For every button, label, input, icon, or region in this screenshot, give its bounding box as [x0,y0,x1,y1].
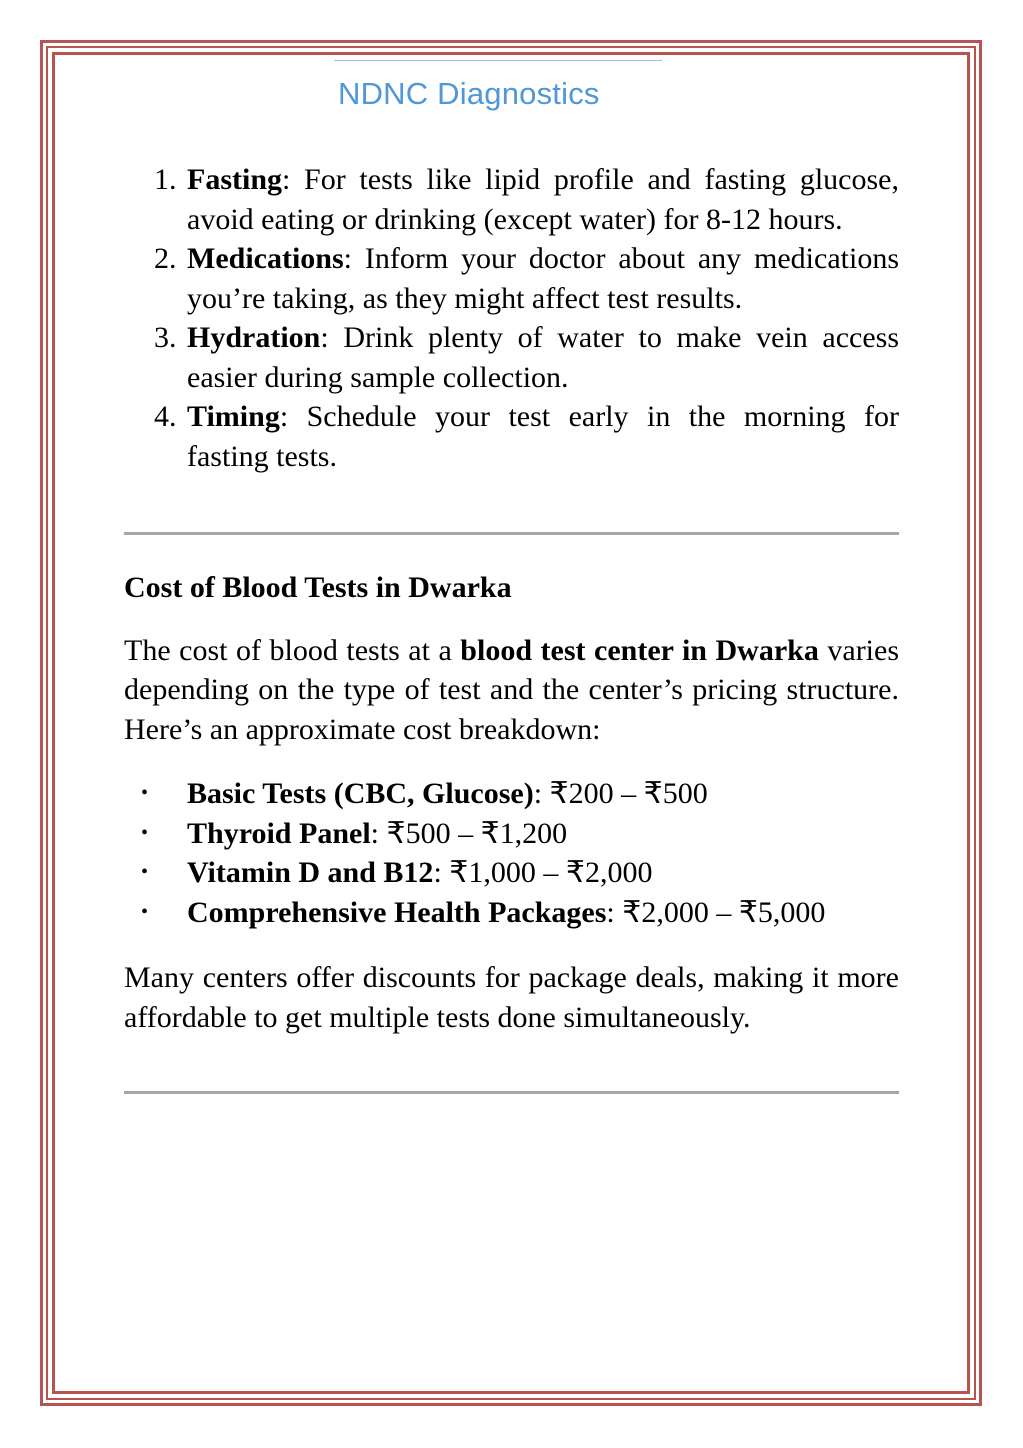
cost-item-price: : ₹500 – ₹1,200 [370,816,568,850]
cost-item-name: Thyroid Panel [187,816,371,850]
list-item [124,397,899,476]
cost-item [124,814,899,854]
list-term: Timing [187,400,280,433]
list-text: : Schedule your test early in the morning for fasting tests. [187,400,899,473]
list-number: 4. [154,400,177,433]
intro-text: varies depending on the type of test and the center’s pricing structure. Here’s an approximate cost breakdown: [124,633,900,746]
cost-item [124,893,899,933]
intro-paragraph [124,631,899,750]
list-item [124,318,899,397]
bullet-icon: • [141,861,149,883]
bullet-icon: • [141,782,149,804]
header-rule [334,60,662,61]
intro-bold-link-text: blood test center in Dwarka [460,633,819,667]
list-item [124,160,899,239]
cost-item-name: Vitamin D and B12 [187,856,434,889]
list-term: Medications [187,242,344,275]
preparation-list [124,160,899,476]
bullet-icon: • [141,821,149,844]
cost-item-price: : ₹1,000 – ₹2,000 [433,856,653,889]
cost-list [124,774,899,932]
cost-item-name: Basic Tests (CBC, Glucose) [187,777,534,810]
list-text: : Inform your doctor about any medications you’re taking, as they might affect test results. [187,242,899,315]
bullet-icon: • [141,900,149,923]
cost-item-price: : ₹2,000 – ₹5,000 [606,895,826,929]
document-body [124,160,899,1094]
cost-item [124,774,899,814]
list-text: : Drink plenty of water to make vein access easier during sample collection. [187,321,899,394]
section-heading: Cost of Blood Tests in Dwarka [124,571,512,604]
list-item [124,239,899,318]
section-divider [124,532,899,535]
list-number: 1. [154,163,177,196]
cost-item-name: Comprehensive Health Packages [187,895,607,929]
list-number: 2. [154,242,177,275]
cost-item-price: : ₹200 – ₹500 [533,777,708,810]
closing-paragraph: Many centers offer discounts for package deals, making it more affordable to get multiple tests done simultaneously. [124,961,899,1034]
cost-item [124,853,899,893]
intro-text: The cost of blood tests at a [124,633,461,667]
section-divider [124,1091,899,1094]
list-number: 3. [154,321,177,354]
header-title: NDNC Diagnostics [338,76,600,111]
list-term: Hydration [187,321,321,354]
list-term: Fasting [187,163,283,196]
list-text: : For tests like lipid profile and fasting glucose, avoid eating or drinking (except water) for 8-12 hours. [187,163,899,236]
